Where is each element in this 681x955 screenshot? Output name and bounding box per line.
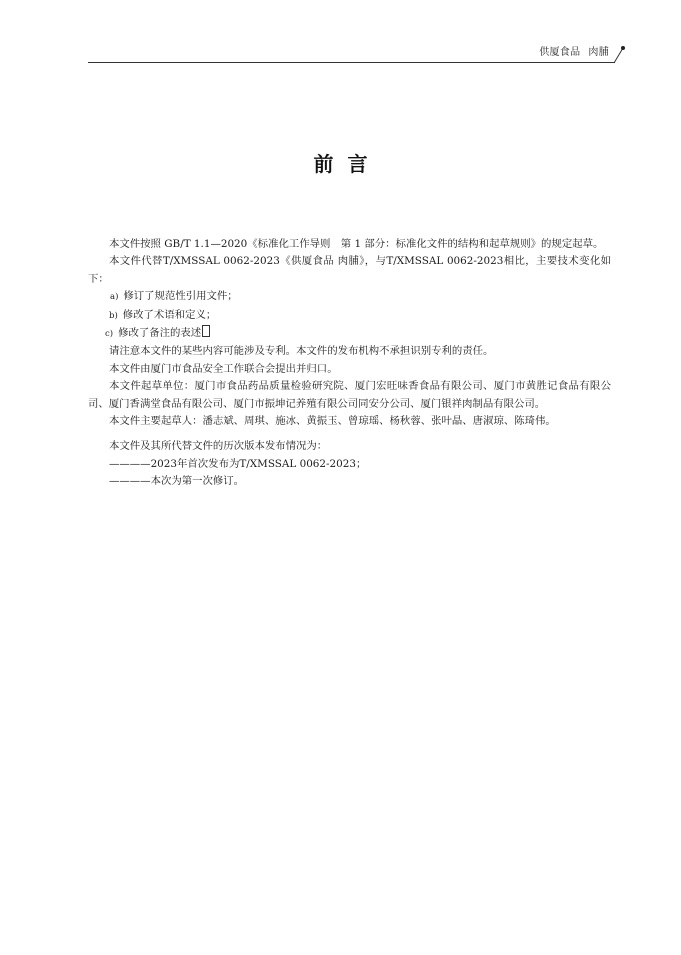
- header-corner-mark-icon: [612, 44, 628, 64]
- paragraph-drafters: 本文件主要起草人：潘志斌、周琪、施冰、黄振玉、曾琼瑶、杨秋蓉、张叶晶、唐淑琼、陈琦伟。: [109, 415, 556, 428]
- paragraph-replacement: 本文件代替T/XMSSAL 0062-2023《供厦食品 肉脯》，与T/XMSSAL 0062-2023相比，主要技术变化如下：: [88, 255, 611, 285]
- paragraph-patent-notice: 请注意本文件的某些内容可能涉及专利。本文件的发布机构不承担识别专利的责任。: [109, 345, 494, 358]
- page-title: 前言: [313, 152, 382, 176]
- paragraph-proposer: 本文件由厦门市食品安全工作联合会提出并归口。: [109, 362, 338, 375]
- list-item-text: 修改了备注的表述: [118, 327, 202, 340]
- running-header: [539, 43, 609, 58]
- list-item-text: 修改了术语和定义；: [122, 308, 217, 321]
- header-product: 肉脯: [588, 47, 609, 58]
- header-rule: [88, 62, 615, 63]
- header-doc-name: 供厦食品: [539, 47, 581, 58]
- paragraph-drafting-units: 本文件起草单位：厦门市食品药品质量检验研究院、厦门宏旺味香食品有限公司、厦门市黄胜记食品有限公司、厦门香满堂食品有限公司、厦门市振坤记养殖有限公司同安分公司、厦门银祥肉制品有限公司。: [88, 380, 611, 410]
- foreword-body: [88, 236, 611, 491]
- history-item: ————本次为第一次修订。: [109, 475, 245, 488]
- missing-glyph-box-icon: [202, 325, 210, 337]
- list-item: [88, 325, 611, 343]
- list-marker: a): [110, 292, 119, 303]
- list-marker: c): [105, 329, 114, 340]
- paragraph-history-intro: 本文件及其所代替文件的历次版本发布情况为：: [109, 440, 328, 453]
- paragraph-drafting-rules: 本文件按照 GB/T 1.1—2020《标准化工作导则 第 1 部分：标准化文件的结构和起草规则》的规定起草。: [109, 238, 604, 250]
- list-marker: b): [109, 310, 118, 321]
- list-item-text: 修订了规范性引用文件；: [123, 290, 238, 303]
- list-item: [88, 288, 611, 306]
- list-item: [88, 307, 611, 325]
- history-item: ————2023年首次发布为T/XMSSAL 0062-2023；: [109, 457, 367, 470]
